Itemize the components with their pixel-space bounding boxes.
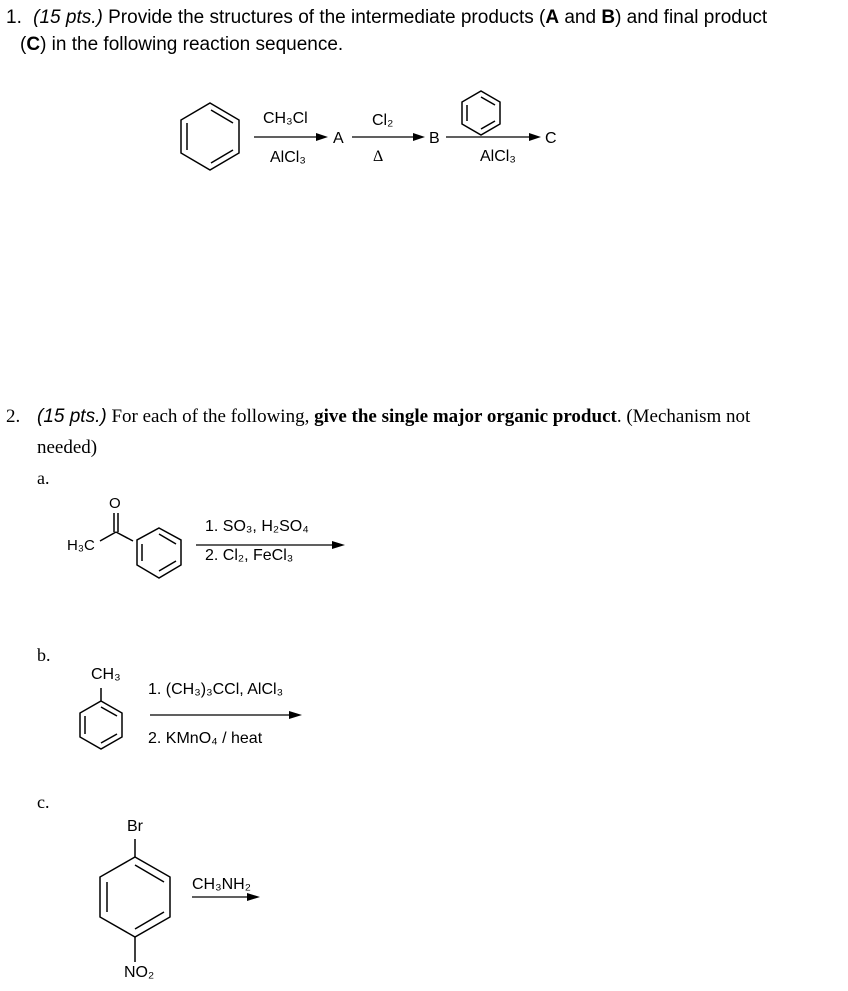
q1-step1-above: CH₃Cl <box>263 110 308 127</box>
q1-label-C: C <box>545 130 557 147</box>
bromonitrobenzene <box>100 839 170 962</box>
q2-bold: give the single major organic product <box>314 406 617 427</box>
q2-text-b: . (Mechanism not <box>616 406 751 427</box>
q2a-methyl: H₃C <box>67 537 95 554</box>
arrow-b <box>150 711 302 719</box>
q2-points: (15 pts.) <box>37 406 107 427</box>
q2a-reagent1: 1. SO₃, H₂SO₄ <box>205 518 309 535</box>
q1-text-b: ) and final product <box>615 7 768 28</box>
q2a-oxygen: O <box>109 495 121 512</box>
q1-A: A <box>545 7 560 28</box>
q2a-label: a. <box>37 468 50 488</box>
q1-label-B: B <box>429 130 440 147</box>
q1-step1-below: AlCl₃ <box>270 149 306 166</box>
q2c-label: c. <box>37 792 50 812</box>
q1-number: 1. <box>6 7 22 28</box>
q1-and: and <box>559 7 602 28</box>
q2b-label: b. <box>37 645 51 665</box>
arrow-c <box>192 893 260 901</box>
q2-number: 2. <box>6 406 21 427</box>
q1-B: B <box>601 7 616 28</box>
q1-step3-below: AlCl₃ <box>480 148 516 165</box>
q2c-reagent: CH₃NH₂ <box>192 876 251 893</box>
q2a-reagent2: 2. Cl₂, FeCl₃ <box>205 547 294 564</box>
q2-line2: needed) <box>37 437 98 458</box>
q2c-nitro: NO₂ <box>124 964 155 981</box>
q1-step2-below: Δ <box>373 148 384 165</box>
q1-text-a: Provide the structures of the intermediate products ( <box>102 7 546 28</box>
q1-points: (15 pts.) <box>33 7 103 28</box>
q1-paren: ( <box>20 34 27 55</box>
q1-line2-rest: ) in the following reaction sequence. <box>40 34 344 55</box>
q2b-reagent1: 1. (CH₃)₃CCl, AlCl₃ <box>148 681 284 698</box>
toluene <box>80 688 122 749</box>
q1-C: C <box>26 34 41 55</box>
acetophenone <box>100 513 181 578</box>
q2-text-a: For each of the following, <box>106 406 315 427</box>
q2b-methyl: CH₃ <box>91 666 121 683</box>
q1-label-A: A <box>333 130 344 147</box>
q1-step2-above: Cl₂ <box>372 112 394 129</box>
q2c-bromo: Br <box>127 818 143 835</box>
q2b-reagent2: 2. KMnO₄ / heat <box>148 730 263 747</box>
